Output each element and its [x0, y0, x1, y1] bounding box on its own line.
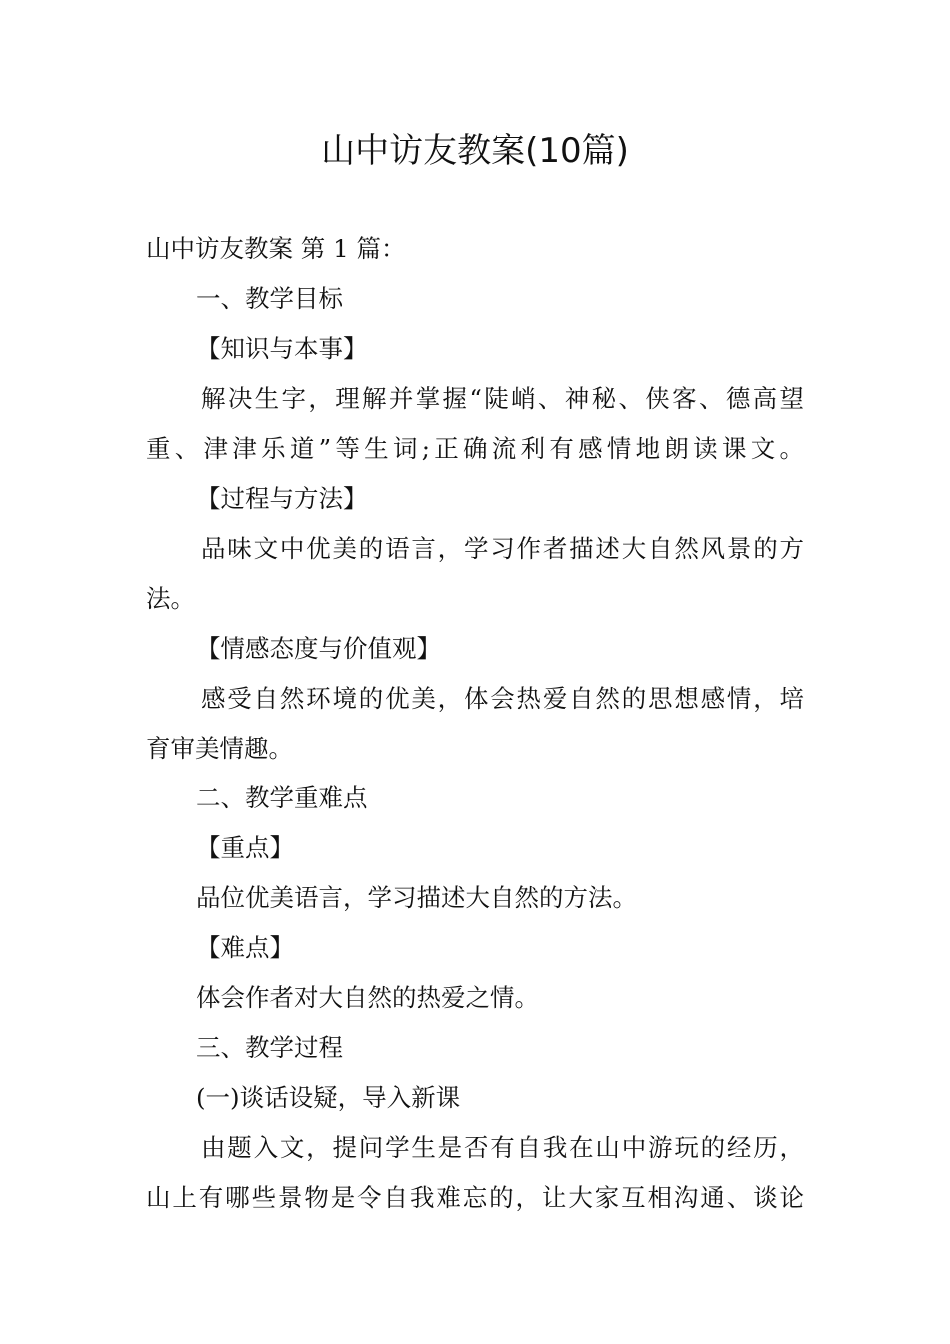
paragraph-line: 由题入文，提问学生是否有自我在山中游玩的经历， — [201, 1133, 804, 1162]
paragraph-line: 育审美情趣。 — [146, 734, 293, 763]
subsection-heading: 【重点】 — [196, 833, 294, 862]
paragraph-line: 品味文中优美的语言，学习作者描述大自然风景的方 — [201, 534, 804, 563]
paragraph-line: 解决生字，理解并掌握“陡峭、神秘、侠客、德高望 — [201, 384, 804, 413]
paragraph-line: 品位优美语言，学习描述大自然的方法。 — [196, 883, 637, 912]
paragraph-line: 法。 — [146, 584, 195, 613]
subsection-heading: 【知识与本事】 — [196, 334, 368, 363]
paragraph-line: 感受自然环境的优美，体会热爱自然的思想感情，培 — [201, 684, 804, 713]
section-heading: 山中访友教案 第 1 篇： — [146, 234, 406, 263]
subsection-heading: 【情感态度与价值观】 — [196, 634, 441, 663]
paragraph-line: 山上有哪些景物是令自我难忘的，让大家互相沟通、谈论 — [146, 1183, 804, 1212]
subsection-heading: (一)谈话设疑，导入新课 — [196, 1083, 461, 1112]
section-heading: 三、教学过程 — [196, 1033, 343, 1062]
document-title: 山中访友教案(10篇) — [321, 131, 629, 171]
section-heading: 一、教学目标 — [196, 284, 343, 313]
section-heading: 二、教学重难点 — [196, 783, 368, 812]
subsection-heading: 【过程与方法】 — [196, 484, 368, 513]
subsection-heading: 【难点】 — [196, 933, 294, 962]
paragraph-line: 重、津津乐道”等生词;正确流利有感情地朗读课文。 — [146, 434, 804, 463]
paragraph-line: 体会作者对大自然的热爱之情。 — [196, 983, 539, 1012]
